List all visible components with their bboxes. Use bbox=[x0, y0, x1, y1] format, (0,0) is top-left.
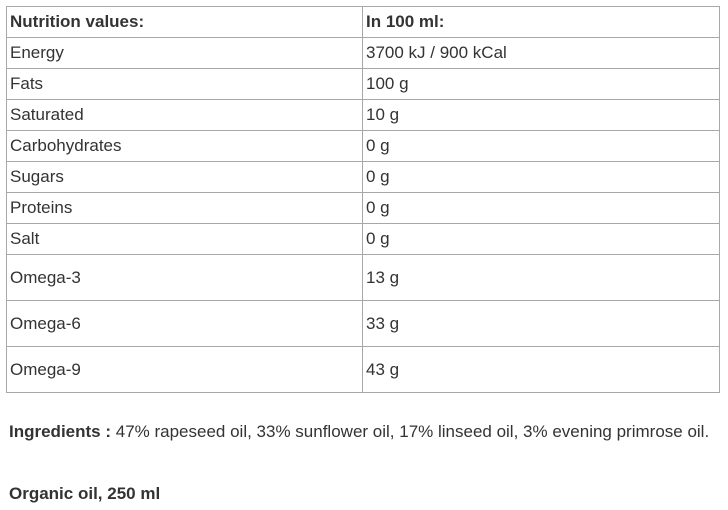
table-row bbox=[7, 69, 720, 100]
nutrient-value: 3700 kJ / 900 kCal bbox=[363, 38, 720, 69]
ingredients-paragraph bbox=[9, 418, 721, 445]
table-row bbox=[7, 301, 720, 347]
nutrient-value: 0 g bbox=[363, 193, 720, 224]
nutrient-value: 33 g bbox=[363, 301, 720, 347]
nutrient-value: 0 g bbox=[363, 162, 720, 193]
nutrient-value: 43 g bbox=[363, 347, 720, 393]
nutrient-name: Omega-3 bbox=[7, 255, 363, 301]
ingredients-text: 47% rapeseed oil, 33% sunflower oil, 17% linseed oil, 3% evening primrose oil. bbox=[111, 422, 710, 441]
table-header-row bbox=[7, 7, 720, 38]
nutrient-value: 100 g bbox=[363, 69, 720, 100]
table-row bbox=[7, 193, 720, 224]
table-header-name: Nutrition values: bbox=[7, 7, 363, 38]
nutrient-name: Carbohydrates bbox=[7, 131, 363, 162]
nutrient-name: Energy bbox=[7, 38, 363, 69]
table-row bbox=[7, 131, 720, 162]
nutrient-name: Fats bbox=[7, 69, 363, 100]
nutrient-value: 0 g bbox=[363, 224, 720, 255]
ingredients-label: Ingredients : bbox=[9, 422, 112, 441]
table-row bbox=[7, 38, 720, 69]
table-row bbox=[7, 347, 720, 393]
nutrient-name: Sugars bbox=[7, 162, 363, 193]
nutrient-value: 0 g bbox=[363, 131, 720, 162]
nutrient-name: Salt bbox=[7, 224, 363, 255]
nutrient-value: 13 g bbox=[363, 255, 720, 301]
table-row bbox=[7, 100, 720, 131]
table-row bbox=[7, 224, 720, 255]
nutrient-name: Omega-9 bbox=[7, 347, 363, 393]
nutrition-table bbox=[6, 6, 720, 393]
nutrient-value: 10 g bbox=[363, 100, 720, 131]
nutrient-name: Omega-6 bbox=[7, 301, 363, 347]
nutrient-name: Proteins bbox=[7, 193, 363, 224]
product-title: Organic oil, 250 ml bbox=[9, 484, 161, 503]
table-row bbox=[7, 255, 720, 301]
table-header-value: In 100 ml: bbox=[363, 7, 720, 38]
nutrient-name: Saturated bbox=[7, 100, 363, 131]
table-row bbox=[7, 162, 720, 193]
